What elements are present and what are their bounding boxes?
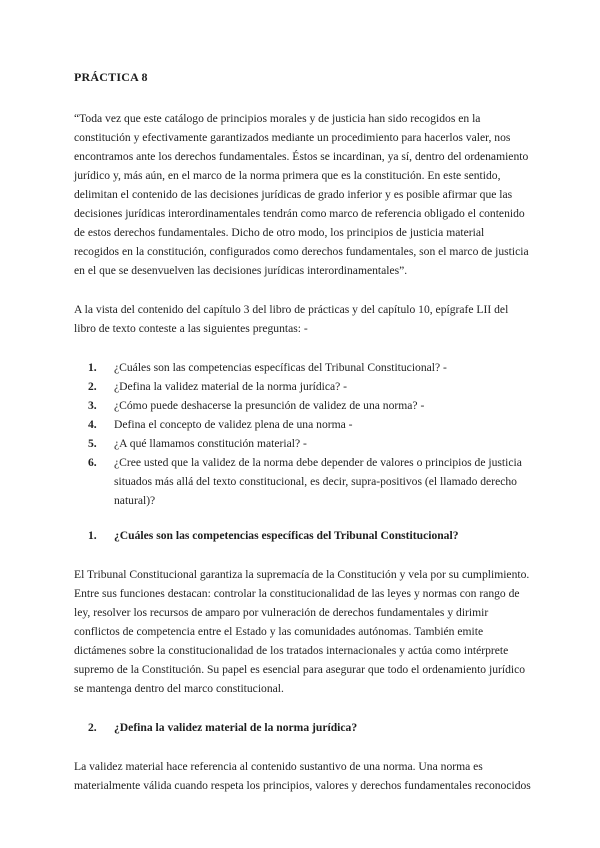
question-item [88,453,532,510]
section-heading [74,526,532,545]
section-number: 2. [88,721,97,734]
question-text: ¿A qué llamamos constitución material? - [114,437,307,450]
question-number: 4. [88,418,97,431]
section-body: La validez material hace referencia al contenido sustantivo de una norma. Una norma es materialmente válida cuando respeta los principios, valores y derechos fundamentales reconocidos [74,760,531,792]
section-heading-text: ¿Defina la validez material de la norma jurídica? [114,721,358,734]
document-content [74,68,532,815]
question-number: 3. [88,399,97,412]
section-heading [74,718,532,737]
question-item [88,358,532,377]
page-title: PRÁCTICA 8 [74,70,148,84]
question-text: Defina el concepto de validez plena de una norma - [114,418,353,431]
question-item [88,377,532,396]
section-heading-text: ¿Cuáles son las competencias específicas del Tribunal Constitucional? [114,529,459,542]
question-number: 1. [88,361,97,374]
question-number: 2. [88,380,97,393]
question-text: ¿Cuáles son las competencias específicas del Tribunal Constitucional? - [114,361,447,374]
question-item [88,415,532,434]
section-number: 1. [88,529,97,542]
section-body: El Tribunal Constitucional garantiza la supremacía de la Constitución y vela por su cumplimiento. Entre sus funciones destacan: controlar la constitucionalidad de las leyes y normas con rango de ley, resolver los recursos de amparo por vulneración de derechos fundamentales y dirimir conflictos de competencia entre el Estado y las comunidades autónomas. También emite dictámenes sobre la constitucionalidad de los tratados internacionales y actúa como intérprete supremo de la Constitución. Su papel es esencial para asegurar que todo el ordenamiento jurídico se mantenga dentro del marco constitucional. [74,568,530,695]
question-number: 6. [88,456,97,469]
question-text: ¿Defina la validez material de la norma jurídica? - [114,380,348,393]
question-item [88,434,532,453]
quote-paragraph: “Toda vez que este catálogo de principios morales y de justicia han sido recogidos en la constitución y efectivamente garantizados mediante un procedimiento para hacerlos valer, nos encontramos ante los derechos fundamentales. Éstos se incardinan, ya sí, dentro del ordenamiento jurídico y, más aún, en el marco de la norma primera que es la constitución. En este sentido, delimitan el contenido de las decisiones jurídicas de grado inferior y es posible afirmar que las decisiones jurídicas interordinamentales tendrán como marco de referencia obligado el contenido de estos derechos fundamentales. Dicho de otro modo, los principios de justicia material recogidos en la constitución, configurados como derechos fundamentales, son el marco de justicia en el que se desenvuelven las decisiones jurídicas interordinamentales”. [74,112,529,277]
question-item [88,396,532,415]
question-list [74,358,532,510]
question-text: ¿Cómo puede deshacerse la presunción de validez de una norma? - [114,399,425,412]
question-text: ¿Cree usted que la validez de la norma debe depender de valores o principios de justicia situados más allá del texto constitucional, es decir, supra-positivos (el llamado derecho natural)? [114,456,522,507]
question-number: 5. [88,437,97,450]
intro-paragraph: A la vista del contenido del capítulo 3 del libro de prácticas y del capítulo 10, epígrafe LII del libro de texto conteste a las siguientes preguntas: - [74,303,509,335]
